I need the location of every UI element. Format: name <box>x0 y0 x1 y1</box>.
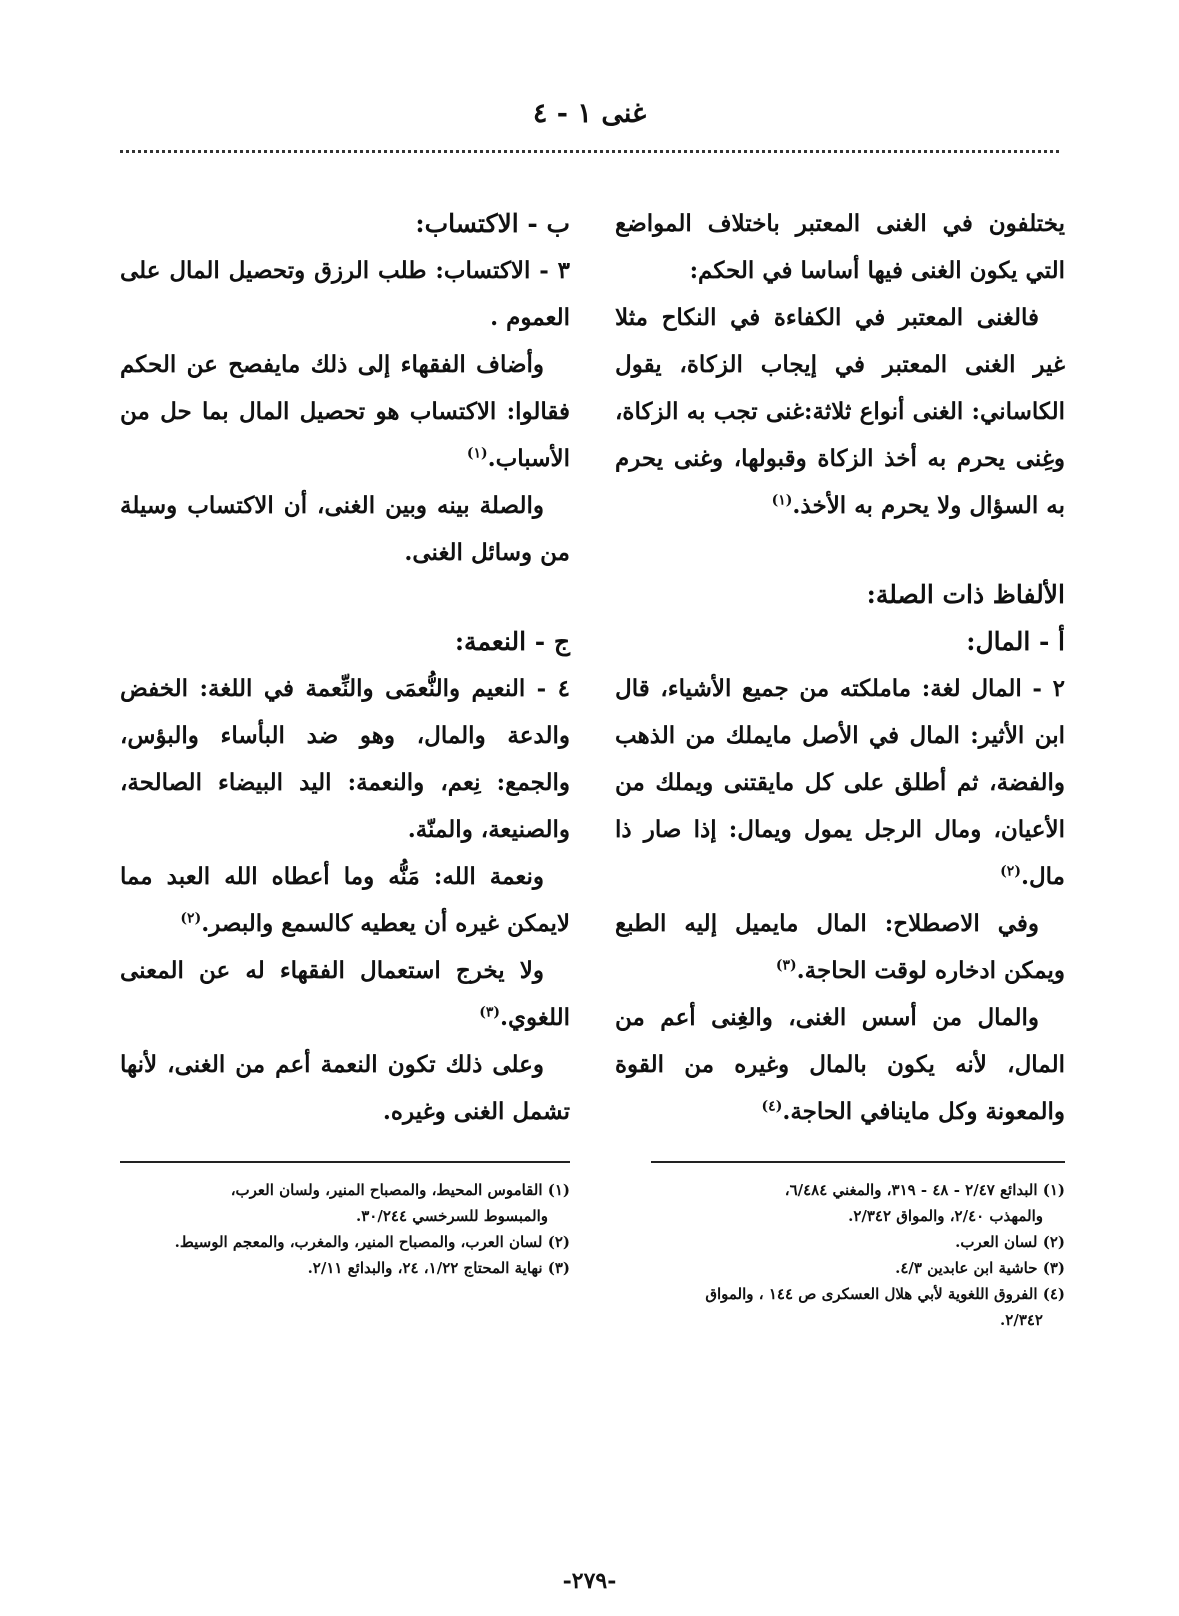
footnote-ref: (٢) <box>180 910 202 927</box>
mal-heading: أ - المال: <box>966 627 1065 656</box>
footnote-ref: (٣) <box>775 957 797 974</box>
istilah-text: وفي الاصطلاح: المال مايميل إليه الطبع ويمكن ادخاره لوقت الحاجة. <box>615 910 1065 984</box>
footnote-ref: (٣) <box>479 1004 500 1021</box>
footnote-line: (١) القاموس المحيط، والمصباح المنير، ولسان العرب، <box>230 1181 570 1199</box>
fuqaha2-paragraph <box>120 947 570 1041</box>
footnote-rule <box>651 1161 1065 1163</box>
mal-text: ٢ - المال لغة: ماملكته من جميع الأشياء، قال ابن الأثير: المال في الأصل مايملك من الذهب والفضة، ثم أطلق على كل مايقتنى ويملك من الأعيان، ومال الرجل يمول ويمال: إذا صار ذا مال. <box>615 675 1065 890</box>
kasani-paragraph <box>615 294 1065 529</box>
right-footnotes <box>615 1177 1065 1333</box>
istilah-paragraph <box>615 900 1065 994</box>
nima-paragraph: ٤ - النعيم والنُّعمَى والنِّعمة في اللغة: الخفض والدعة والمال، وهو ضد البأساء والبؤس، والجمع: نِعم، والنعمة: اليد البيضاء الصالحة، والصنيعة، والمنّة. <box>120 675 570 843</box>
allah-text: ونعمة الله: مَنُّه وما أعطاه الله العبد مما لايمكن غيره أن يعطيه كالسمع والبصر. <box>120 863 570 937</box>
fuqaha-paragraph <box>120 341 570 482</box>
page-number: -٢٧٩- <box>562 1568 617 1594</box>
footnote-line: ٢/٣٤٢. <box>1000 1311 1043 1329</box>
footnote-ref: (٤) <box>761 1098 783 1115</box>
asas-paragraph <box>615 994 1065 1135</box>
footnote-ref: (١) <box>466 445 488 462</box>
intro-paragraph: يختلفون في الغنى المعتبر باختلاف المواضع التي يكون الغنى فيها أساسا في الحكم: <box>615 210 1065 284</box>
mal-paragraph <box>615 665 1065 900</box>
footnote-line: (٢) لسان العرب. <box>955 1233 1065 1251</box>
sila-paragraph: والصلة بينه وبين الغنى، أن الاكتساب وسيلة من وسائل الغنى. <box>120 492 570 566</box>
running-head: غنى ١ - ٤ <box>532 98 647 129</box>
related-terms-heading: الألفاظ ذات الصلة: <box>866 580 1065 609</box>
footnote-line: (٤) الفروق اللغوية لأبي هلال العسكرى ص ١٤٤ ، والمواق <box>705 1285 1065 1303</box>
fuqaha-text: وأضاف الفقهاء إلى ذلك مايفصح عن الحكم فقالوا: الاكتساب هو تحصيل المال بما حل من الأسباب. <box>120 351 570 472</box>
footnote-ref: (١) <box>771 492 793 509</box>
footnote-line: (٣) نهاية المحتاج ١/٢٢، ٢٤، والبدائع ٢/١١. <box>307 1259 570 1277</box>
asas-text: والمال من أسس الغنى، والغِنى أعم من المال، لأنه يكون بالمال وغيره من القوة والمعونة وكل ماينافي الحاجة. <box>615 1004 1065 1125</box>
left-footnotes <box>120 1177 570 1281</box>
footnote-line: (٣) حاشية ابن عابدين ٤/٣. <box>895 1259 1065 1277</box>
iktisab-paragraph: ٣ - الاكتساب: طلب الرزق وتحصيل المال على العموم . <box>120 257 570 331</box>
footnote-rule <box>120 1161 570 1163</box>
conclusion-paragraph: وعلى ذلك تكون النعمة أعم من الغنى، لأنها تشمل الغنى وغيره. <box>120 1051 570 1125</box>
iktisab-heading: ب - الاكتساب: <box>415 209 570 238</box>
footnote-ref: (٢) <box>1000 863 1021 880</box>
header-dotted-rule <box>120 150 1059 153</box>
footnote-line: والمبسوط للسرخسي ٣٠/٢٤٤. <box>356 1207 548 1225</box>
right-column <box>615 200 1065 1333</box>
left-column <box>120 200 570 1281</box>
kasani-text: فالغنى المعتبر في الكفاءة في النكاح مثلا غير الغنى المعتبر في إيجاب الزكاة، يقول الكاساني: الغنى أنواع ثلاثة:غنى تجب به الزكاة، وغِنى يحرم به أخذ الزكاة وقبولها، وغنى يحرم به السؤال ولا يحرم به الأخذ. <box>615 304 1065 519</box>
footnote-line: (٢) لسان العرب، والمصباح المنير، والمغرب، والمعجم الوسيط. <box>174 1233 570 1251</box>
footnote-line: والمهذب ٢/٤٠، والمواق ٢/٣٤٢. <box>848 1207 1043 1225</box>
nima-heading: ج - النعمة: <box>454 627 570 656</box>
allah-paragraph <box>120 853 570 947</box>
fuqaha2-text: ولا يخرج استعمال الفقهاء له عن المعنى اللغوي. <box>120 957 570 1031</box>
footnote-line: (١) البدائع ٢/٤٧ - ٤٨ - ٣١٩، والمغني ٦/٤٨٤، <box>784 1181 1065 1199</box>
